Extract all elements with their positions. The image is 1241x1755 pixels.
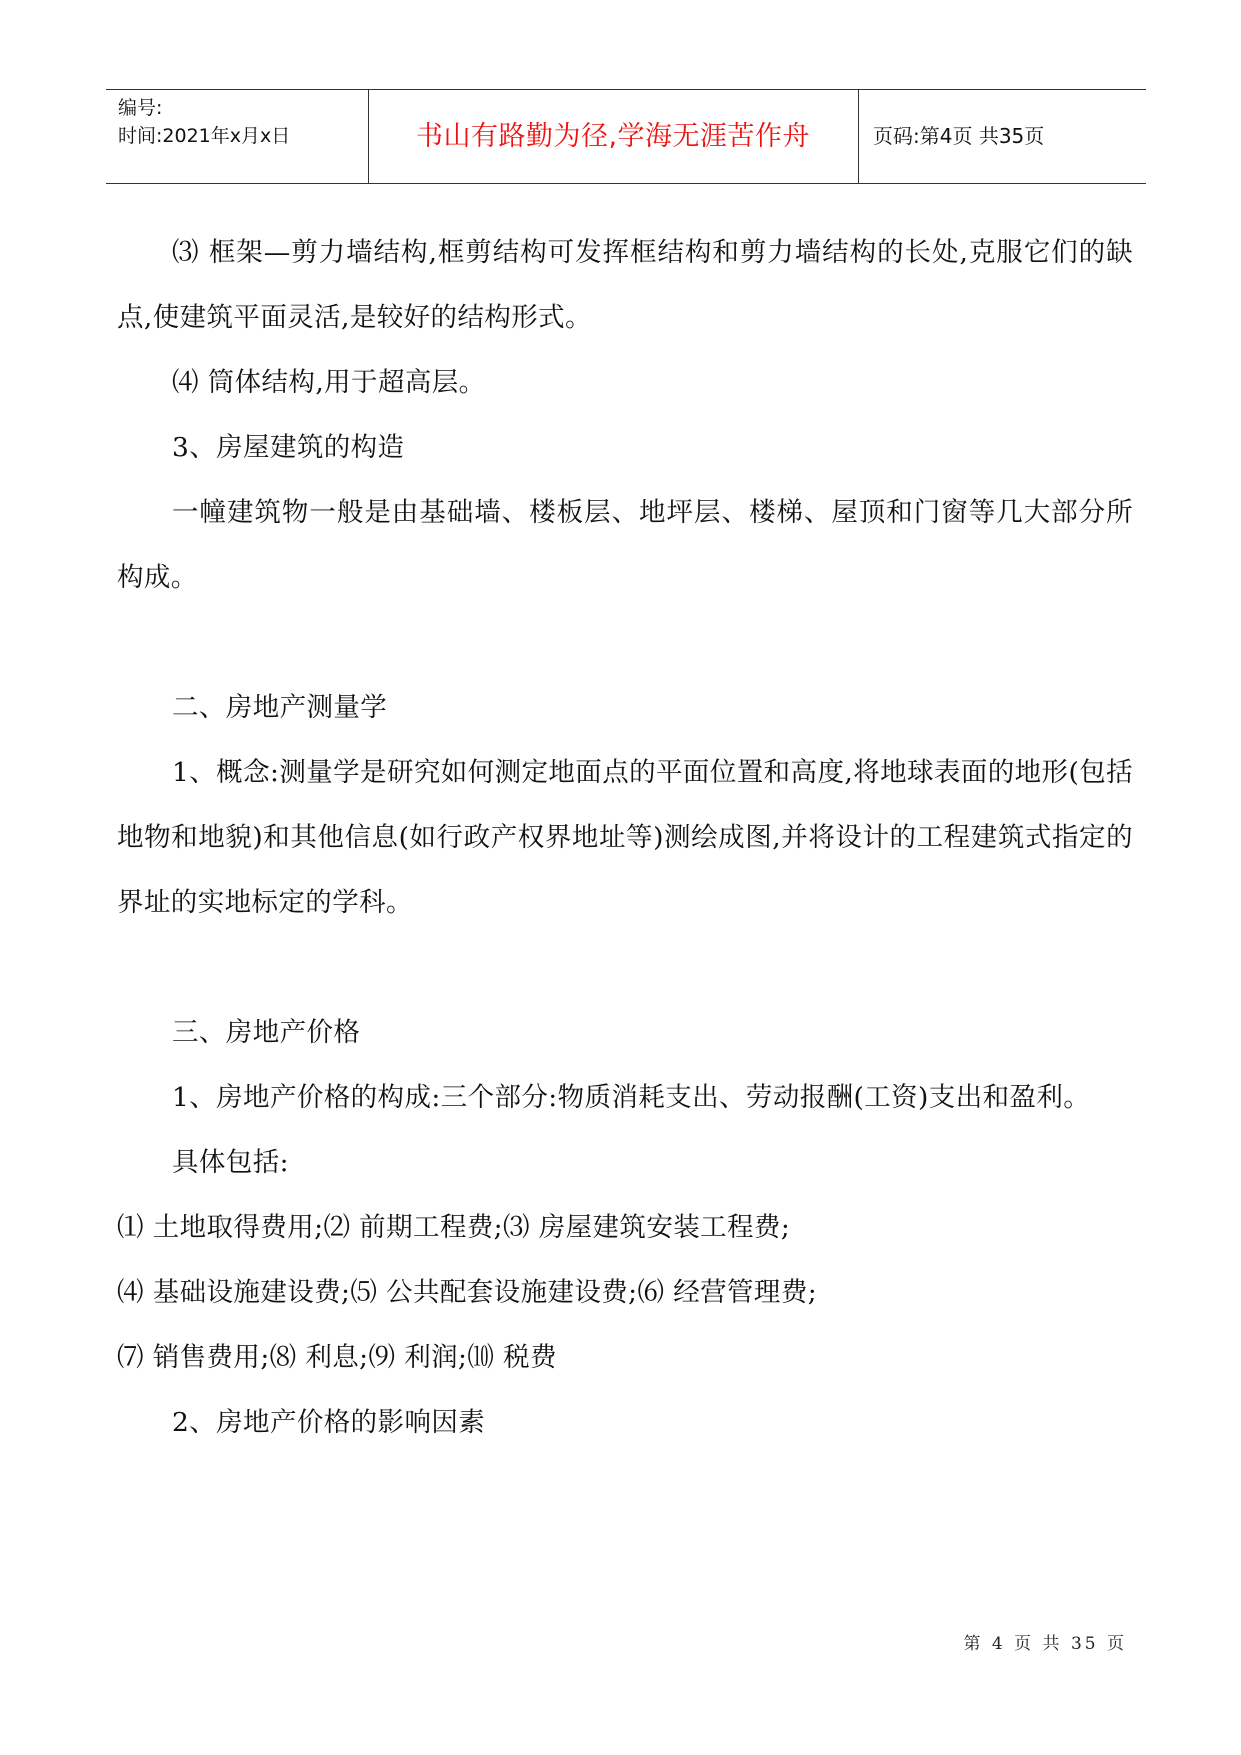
document-body bbox=[117, 220, 1133, 1455]
section-heading-surveying: 二、房地产测量学 bbox=[172, 692, 388, 723]
list-line-costs-1: ⑴ 土地取得费用;⑵ 前期工程费;⑶ 房屋建筑安装工程费; bbox=[117, 1212, 791, 1243]
paragraph-price-composition: 1、房地产价格的构成:三个部分:物质消耗支出、劳动报酬(工资)支出和盈利。 bbox=[172, 1082, 1091, 1113]
paragraph-tube-structure: ⑷ 筒体结构,用于超高层。 bbox=[172, 367, 486, 398]
time-label: 时间:2021年x月x日 bbox=[118, 125, 291, 147]
paragraph-specifics-label: 具体包括: bbox=[172, 1147, 289, 1178]
spacer bbox=[117, 935, 1133, 1000]
paragraph-building-parts: 一幢建筑物一般是由基础墙、楼板层、地坪层、楼梯、屋顶和门窗等几大部分所构成。 bbox=[117, 497, 1133, 593]
header-motto: 书山有路勤为径,学海无涯苦作舟 bbox=[415, 121, 811, 152]
section-heading-price: 三、房地产价格 bbox=[172, 1017, 361, 1048]
header-divider bbox=[858, 90, 859, 183]
header-meta bbox=[118, 94, 290, 150]
paragraph-frame-shear-wall: ⑶ 框架—剪力墙结构,框剪结构可发挥框结构和剪力墙结构的长处,克服它们的缺点,使建筑平面灵活,是较好的结构形式。 bbox=[117, 237, 1133, 333]
paragraph-surveying-concept: 1、概念:测量学是研究如何测定地面点的平面位置和高度,将地球表面的地形(包括地物和地貌)和其他信息(如行政产权界地址等)测绘成图,并将设计的工程建筑式指定的界址的实地标定的学科。 bbox=[117, 757, 1133, 918]
heading-price-factors: 2、房地产价格的影响因素 bbox=[172, 1407, 486, 1438]
spacer bbox=[117, 610, 1133, 675]
page-footer: 第 4 页 共 35 页 bbox=[963, 1634, 1127, 1654]
page-header bbox=[106, 89, 1146, 184]
header-page-info: 页码:第4页 共35页 bbox=[873, 124, 1045, 148]
list-line-costs-3: ⑺ 销售费用;⑻ 利息;⑼ 利润;⑽ 税费 bbox=[117, 1342, 557, 1373]
heading-building-construction: 3、房屋建筑的构造 bbox=[172, 432, 405, 463]
list-line-costs-2: ⑷ 基础设施建设费;⑸ 公共配套设施建设费;⑹ 经营管理费; bbox=[117, 1277, 818, 1308]
serial-label: 编号: bbox=[118, 97, 163, 119]
